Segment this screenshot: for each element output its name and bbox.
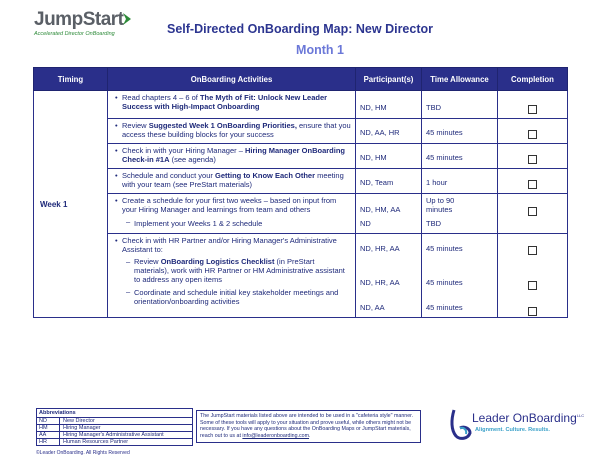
table-row xyxy=(34,91,568,119)
table-header-row xyxy=(34,68,568,91)
participants: ND, AA xyxy=(360,303,385,312)
table-row xyxy=(34,119,568,144)
copyright-text: ©Leader OnBoarding. All Rights Reserved xyxy=(36,450,130,456)
activity-text: • Review Suggested Week 1 OnBoarding Priorities, ensure that you access these building blocks for your success xyxy=(115,121,351,139)
completion-checkbox[interactable] xyxy=(528,246,537,255)
abbreviation-row: AA Hiring Manager's Administrative Assistant xyxy=(37,432,192,439)
sub-activity-text: – Implement your Weeks 1 & 2 schedule xyxy=(126,217,263,228)
completion-checkbox[interactable] xyxy=(528,180,537,189)
time-allowance: TBD xyxy=(426,103,441,112)
completion-checkbox[interactable] xyxy=(528,155,537,164)
abbreviation-row: HR Human Resources Partner xyxy=(39,439,129,445)
time-allowance: 45 minutes xyxy=(426,303,463,312)
abbreviations-title: Abbreviations xyxy=(37,409,192,418)
time-allowance: 45 minutes xyxy=(426,244,463,253)
header-time-allowance: Time Allowance xyxy=(422,68,498,91)
partner-name: Leader OnBoarding$^{LLC}$ xyxy=(472,411,585,425)
time-allowance: 45 minutes xyxy=(426,153,463,162)
completion-checkbox[interactable] xyxy=(528,281,537,290)
participants: ND, HM xyxy=(360,103,387,112)
abbreviations-box xyxy=(36,408,193,446)
participants: ND, HR, AA xyxy=(360,244,400,253)
header-participants: Participant(s) xyxy=(356,68,422,91)
participants: ND, AA, HR xyxy=(360,128,400,137)
contact-email-link[interactable]: info@leaderonboarding.com xyxy=(242,432,310,439)
completion-checkbox[interactable] xyxy=(528,307,537,316)
completion-checkbox[interactable] xyxy=(528,105,537,114)
activity-text: • Check in with your Hiring Manager – Hiring Manager OnBoarding Check-in #1A (see agenda) xyxy=(115,146,345,164)
time-allowance: 45 minutes xyxy=(426,278,463,287)
page-subtitle: Month 1 xyxy=(296,43,344,57)
table-row xyxy=(34,144,568,169)
sub-activity-text: – Review OnBoarding Logistics Checklist (in PreStart materials), work with HR Partner or HM Administrative assistant to address any open items xyxy=(126,257,345,284)
sub-activity-text: – Coordinate and schedule initial key stakeholder meetings and orientation/onboarding activities xyxy=(126,287,339,306)
table-row xyxy=(34,194,568,234)
logo-tagline: Accelerated Director OnBoarding xyxy=(34,31,115,37)
timing-cell: Week 1 xyxy=(34,91,108,318)
onboarding-table xyxy=(33,67,568,318)
activity-text: • Read chapters 4 – 6 of The Myth of Fit: Unlock New Leader Success with High-Impact Onboarding xyxy=(115,93,328,111)
partner-tagline: Alignment. Culture. Results. xyxy=(475,427,550,433)
completion-checkbox[interactable] xyxy=(528,130,537,139)
logo-brand-b: Start xyxy=(82,9,124,30)
page-title: Self-Directed OnBoarding Map: New Director xyxy=(166,22,433,36)
participants: ND, Team xyxy=(360,178,394,187)
header-activities: OnBoarding Activities xyxy=(108,68,356,91)
header-completion: Completion xyxy=(498,68,568,91)
header-timing: Timing xyxy=(34,68,108,91)
participants: ND, HM xyxy=(360,153,387,162)
time-allowance: Up to 90 minutes xyxy=(426,196,455,214)
participants: ND, HR, AA xyxy=(360,278,400,287)
activity-text: • Schedule and conduct your Getting to Know Each Other meeting with your team (see PreStart materials) xyxy=(115,171,344,189)
table-row xyxy=(34,169,568,194)
abbreviation-row: ND New Director xyxy=(37,418,192,425)
sub-participants: ND xyxy=(360,219,371,228)
time-allowance: 1 hour xyxy=(426,178,448,187)
leader-onboarding-logo xyxy=(448,406,585,442)
completion-checkbox[interactable] xyxy=(528,207,537,216)
usage-note: The JumpStart materials listed above are intended to be used in a "cafeteria style" manner. Some of these tools will apply to your situation and prove useful, while others might not be necessary. If you have any questions about the OnBoarding Maps or JumpStart materials, reach out to us at info@leaderonboarding.com. xyxy=(196,410,421,443)
participants: ND, HM, AA xyxy=(360,205,401,214)
logo-brand-a: Jump xyxy=(34,9,83,30)
activity-text: • Check in with HR Partner and/or Hiring Manager's Administrative Assistant to: xyxy=(115,236,337,254)
time-allowance: 45 minutes xyxy=(426,128,463,137)
table-row xyxy=(34,234,568,318)
abbreviation-row: HM Hiring Manager xyxy=(37,425,192,432)
leader-onboarding-swoosh-icon xyxy=(448,406,474,442)
activity-text: • Create a schedule for your first two weeks – based on input from your Hiring Manager and learnings from team and others xyxy=(115,196,337,214)
sub-time-allowance: TBD xyxy=(426,219,441,228)
